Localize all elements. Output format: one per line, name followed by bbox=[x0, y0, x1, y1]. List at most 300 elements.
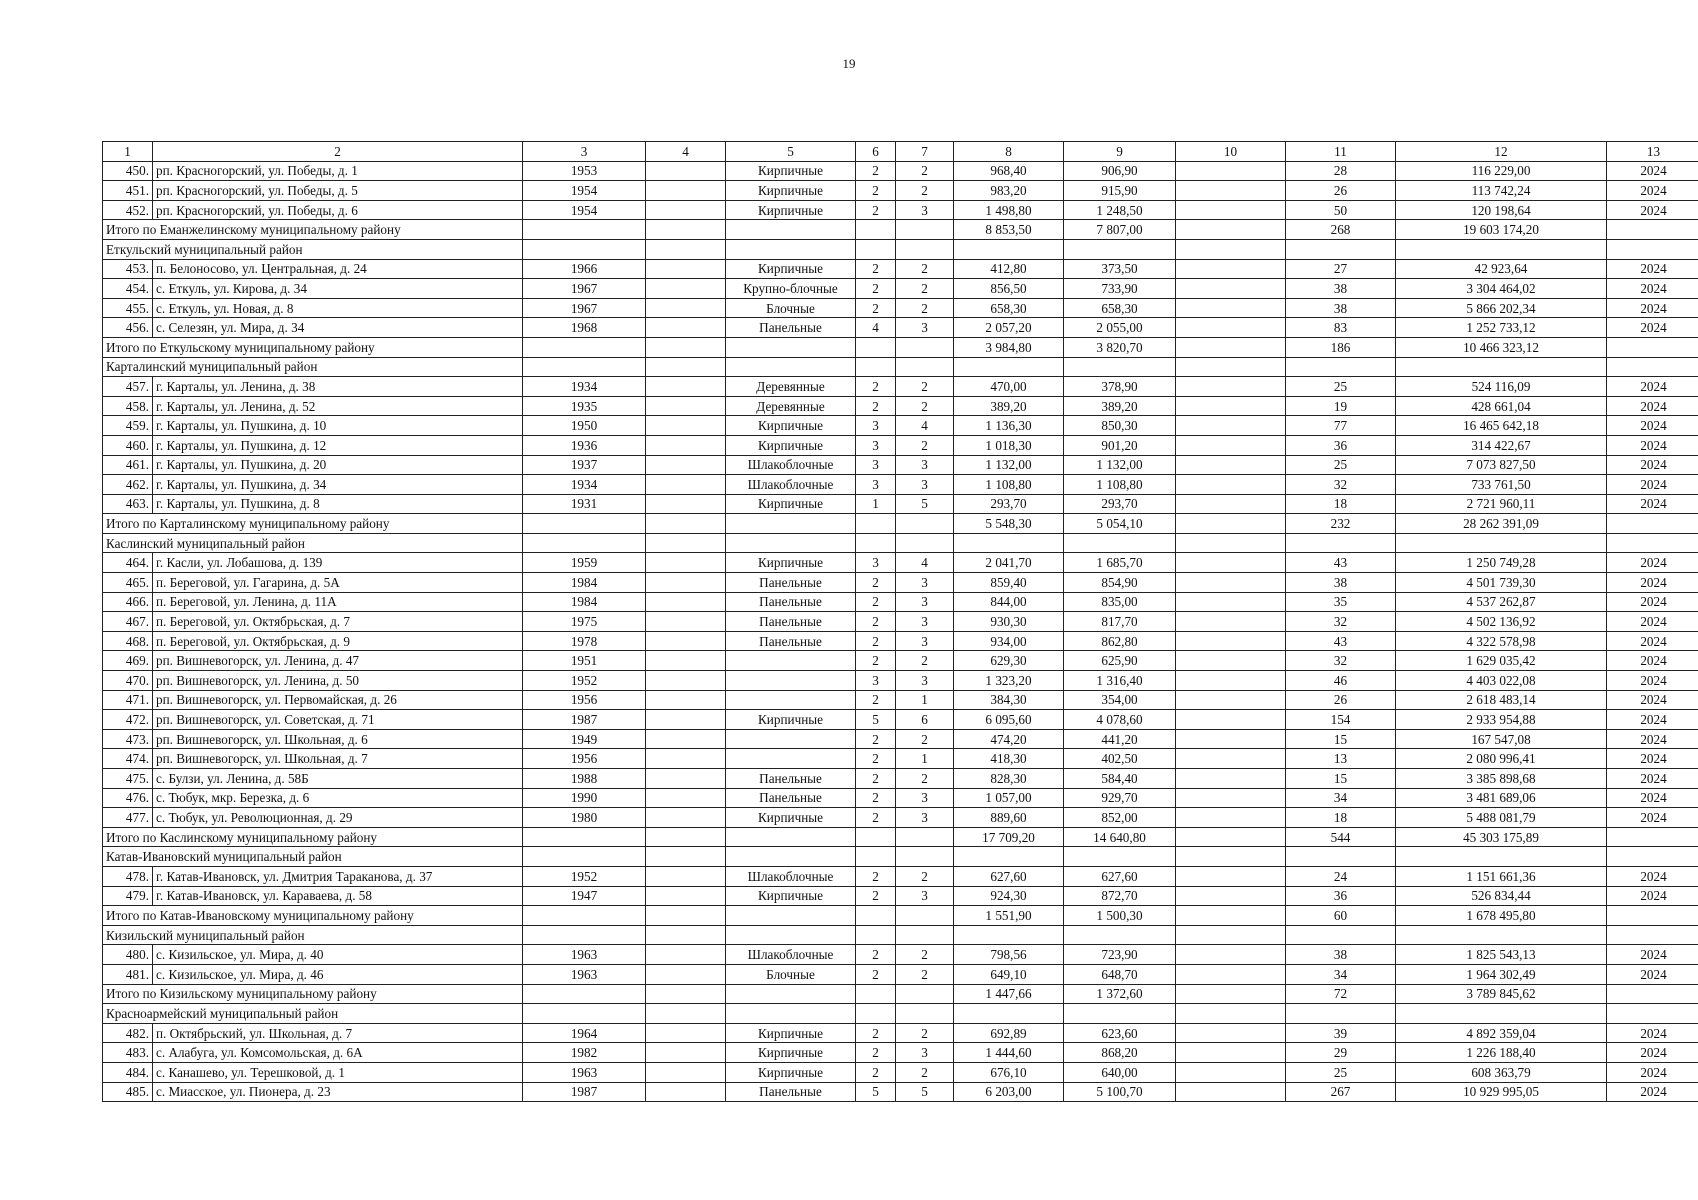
district-name: Катав-Ивановский муниципальный район bbox=[103, 847, 523, 867]
district-total-row bbox=[103, 906, 1698, 926]
column-4-cell bbox=[646, 808, 726, 828]
row-number-cell: 458. bbox=[103, 396, 153, 416]
empty-cell bbox=[726, 514, 856, 534]
table-row bbox=[103, 710, 1698, 730]
wall-material-cell: Панельные bbox=[726, 592, 856, 612]
header-cell: 6 bbox=[856, 142, 896, 162]
planned-year-cell: 2024 bbox=[1607, 886, 1698, 906]
empty-cell bbox=[1176, 533, 1286, 553]
residents-cell: 13 bbox=[1286, 749, 1396, 769]
wall-material-cell: Кирпичные bbox=[726, 1062, 856, 1082]
year-built-cell: 1968 bbox=[523, 318, 646, 338]
wall-material-cell: Кирпичные bbox=[726, 494, 856, 514]
floors-cell: 5 bbox=[856, 1082, 896, 1102]
address-cell: рп. Красногорский, ул. Победы, д. 6 bbox=[153, 200, 523, 220]
cost-cell: 120 198,64 bbox=[1396, 200, 1607, 220]
address-cell: п. Белоносово, ул. Центральная, д. 24 bbox=[153, 259, 523, 279]
living-area-cell: 623,60 bbox=[1064, 1023, 1176, 1043]
residents-cell: 19 bbox=[1286, 396, 1396, 416]
empty-cell bbox=[1176, 514, 1286, 534]
empty-cell bbox=[1286, 533, 1396, 553]
district-total-label: Итого по Карталинскому муниципальному району bbox=[103, 514, 523, 534]
entrances-cell: 4 bbox=[896, 416, 954, 436]
district-total-label: Итого по Каслинскому муниципальному району bbox=[103, 827, 523, 847]
empty-cell bbox=[646, 847, 726, 867]
entrances-cell: 1 bbox=[896, 690, 954, 710]
year-built-cell: 1951 bbox=[523, 651, 646, 671]
table-row bbox=[103, 396, 1698, 416]
table-row bbox=[103, 573, 1698, 593]
address-cell: рп. Вишневогорск, ул. Ленина, д. 50 bbox=[153, 671, 523, 691]
cost-cell: 4 537 262,87 bbox=[1396, 592, 1607, 612]
empty-cell bbox=[1607, 533, 1698, 553]
address-cell: рп. Вишневогорск, ул. Ленина, д. 47 bbox=[153, 651, 523, 671]
row-number-cell: 450. bbox=[103, 161, 153, 181]
empty-cell bbox=[523, 984, 646, 1004]
empty-cell bbox=[856, 220, 896, 240]
total-area-cell: 930,30 bbox=[954, 612, 1064, 632]
wall-material-cell: Кирпичные bbox=[726, 259, 856, 279]
entrances-cell: 3 bbox=[896, 200, 954, 220]
table-row bbox=[103, 964, 1698, 984]
living-area-cell: 835,00 bbox=[1064, 592, 1176, 612]
address-cell: рп. Красногорский, ул. Победы, д. 5 bbox=[153, 181, 523, 201]
column-10-cell bbox=[1176, 181, 1286, 201]
floors-cell: 2 bbox=[856, 396, 896, 416]
column-4-cell bbox=[646, 377, 726, 397]
total-area-cell: 627,60 bbox=[954, 866, 1064, 886]
planned-year-cell: 2024 bbox=[1607, 396, 1698, 416]
year-built-cell: 1956 bbox=[523, 749, 646, 769]
total-area-cell: 384,30 bbox=[954, 690, 1064, 710]
year-built-cell: 1952 bbox=[523, 671, 646, 691]
empty-cell bbox=[896, 827, 954, 847]
planned-year-cell: 2024 bbox=[1607, 592, 1698, 612]
year-built-cell: 1975 bbox=[523, 612, 646, 632]
row-number-cell: 456. bbox=[103, 318, 153, 338]
living-area-cell: 4 078,60 bbox=[1064, 710, 1176, 730]
column-10-cell bbox=[1176, 161, 1286, 181]
cost-cell: 4 502 136,92 bbox=[1396, 612, 1607, 632]
cost-sum-cell: 1 678 495,80 bbox=[1396, 906, 1607, 926]
empty-cell bbox=[856, 925, 896, 945]
residents-sum-cell: 186 bbox=[1286, 337, 1396, 357]
district-total-row bbox=[103, 337, 1698, 357]
wall-material-cell: Кирпичные bbox=[726, 435, 856, 455]
residents-cell: 50 bbox=[1286, 200, 1396, 220]
living-area-cell: 862,80 bbox=[1064, 631, 1176, 651]
cost-sum-cell: 45 303 175,89 bbox=[1396, 827, 1607, 847]
empty-cell bbox=[646, 337, 726, 357]
total-area-cell: 1 057,00 bbox=[954, 788, 1064, 808]
wall-material-cell: Панельные bbox=[726, 573, 856, 593]
row-number-cell: 465. bbox=[103, 573, 153, 593]
floors-cell: 2 bbox=[856, 886, 896, 906]
floors-cell: 3 bbox=[856, 671, 896, 691]
planned-year-cell: 2024 bbox=[1607, 161, 1698, 181]
table-row bbox=[103, 631, 1698, 651]
floors-cell: 3 bbox=[856, 475, 896, 495]
planned-year-cell: 2024 bbox=[1607, 808, 1698, 828]
floors-cell: 3 bbox=[856, 455, 896, 475]
column-10-cell bbox=[1176, 318, 1286, 338]
floors-cell: 2 bbox=[856, 279, 896, 299]
column-4-cell bbox=[646, 455, 726, 475]
address-cell: п. Береговой, ул. Ленина, д. 11А bbox=[153, 592, 523, 612]
floors-cell: 3 bbox=[856, 416, 896, 436]
address-cell: рп. Вишневогорск, ул. Школьная, д. 7 bbox=[153, 749, 523, 769]
column-4-cell bbox=[646, 494, 726, 514]
entrances-cell: 2 bbox=[896, 259, 954, 279]
residents-cell: 25 bbox=[1286, 377, 1396, 397]
living-area-cell: 1 316,40 bbox=[1064, 671, 1176, 691]
wall-material-cell: Блочные bbox=[726, 964, 856, 984]
column-10-cell bbox=[1176, 788, 1286, 808]
district-section-row bbox=[103, 925, 1698, 945]
entrances-cell: 2 bbox=[896, 769, 954, 789]
address-cell: с. Канашево, ул. Терешковой, д. 1 bbox=[153, 1062, 523, 1082]
cost-cell: 42 923,64 bbox=[1396, 259, 1607, 279]
empty-cell bbox=[954, 533, 1064, 553]
empty-cell bbox=[726, 533, 856, 553]
residents-cell: 32 bbox=[1286, 475, 1396, 495]
column-10-cell bbox=[1176, 631, 1286, 651]
empty-cell bbox=[1607, 357, 1698, 377]
column-10-cell bbox=[1176, 1023, 1286, 1043]
floors-cell: 2 bbox=[856, 651, 896, 671]
total-area-cell: 844,00 bbox=[954, 592, 1064, 612]
year-built-cell: 1950 bbox=[523, 416, 646, 436]
row-number-cell: 475. bbox=[103, 769, 153, 789]
address-cell: г. Катав-Ивановск, ул. Караваева, д. 58 bbox=[153, 886, 523, 906]
column-10-cell bbox=[1176, 769, 1286, 789]
table-row bbox=[103, 553, 1698, 573]
entrances-cell: 3 bbox=[896, 788, 954, 808]
entrances-cell: 3 bbox=[896, 1043, 954, 1063]
residents-cell: 36 bbox=[1286, 886, 1396, 906]
year-built-cell: 1954 bbox=[523, 200, 646, 220]
column-10-cell bbox=[1176, 808, 1286, 828]
empty-cell bbox=[1176, 906, 1286, 926]
residents-cell: 38 bbox=[1286, 945, 1396, 965]
year-built-cell: 1964 bbox=[523, 1023, 646, 1043]
empty-cell bbox=[523, 925, 646, 945]
column-4-cell bbox=[646, 749, 726, 769]
cost-cell: 1 964 302,49 bbox=[1396, 964, 1607, 984]
address-cell: п. Береговой, ул. Гагарина, д. 5А bbox=[153, 573, 523, 593]
living-area-sum-cell: 1 372,60 bbox=[1064, 984, 1176, 1004]
district-name: Еткульский муниципальный район bbox=[103, 239, 523, 259]
empty-cell bbox=[1607, 906, 1698, 926]
planned-year-cell: 2024 bbox=[1607, 377, 1698, 397]
empty-cell bbox=[954, 925, 1064, 945]
column-10-cell bbox=[1176, 1082, 1286, 1102]
table-row bbox=[103, 1062, 1698, 1082]
column-4-cell bbox=[646, 1023, 726, 1043]
table-row bbox=[103, 945, 1698, 965]
header-cell: 8 bbox=[954, 142, 1064, 162]
wall-material-cell: Кирпичные bbox=[726, 1043, 856, 1063]
living-area-cell: 293,70 bbox=[1064, 494, 1176, 514]
header-cell: 10 bbox=[1176, 142, 1286, 162]
total-area-cell: 1 018,30 bbox=[954, 435, 1064, 455]
wall-material-cell: Блочные bbox=[726, 298, 856, 318]
empty-cell bbox=[1176, 984, 1286, 1004]
address-cell: п. Береговой, ул. Октябрьская, д. 7 bbox=[153, 612, 523, 632]
empty-cell bbox=[1176, 239, 1286, 259]
cost-cell: 4 892 359,04 bbox=[1396, 1023, 1607, 1043]
wall-material-cell: Кирпичные bbox=[726, 200, 856, 220]
empty-cell bbox=[1064, 1004, 1176, 1024]
empty-cell bbox=[523, 514, 646, 534]
year-built-cell: 1984 bbox=[523, 592, 646, 612]
column-4-cell bbox=[646, 553, 726, 573]
total-area-cell: 1 444,60 bbox=[954, 1043, 1064, 1063]
table-row bbox=[103, 671, 1698, 691]
address-cell: г. Касли, ул. Лобашова, д. 139 bbox=[153, 553, 523, 573]
empty-cell bbox=[1176, 847, 1286, 867]
cost-cell: 2 080 996,41 bbox=[1396, 749, 1607, 769]
planned-year-cell: 2024 bbox=[1607, 455, 1698, 475]
empty-cell bbox=[1607, 925, 1698, 945]
column-10-cell bbox=[1176, 945, 1286, 965]
total-area-cell: 470,00 bbox=[954, 377, 1064, 397]
total-area-sum-cell: 1 447,66 bbox=[954, 984, 1064, 1004]
living-area-cell: 389,20 bbox=[1064, 396, 1176, 416]
empty-cell bbox=[1607, 847, 1698, 867]
entrances-cell: 2 bbox=[896, 161, 954, 181]
residents-cell: 32 bbox=[1286, 651, 1396, 671]
address-cell: г. Карталы, ул. Пушкина, д. 12 bbox=[153, 435, 523, 455]
column-4-cell bbox=[646, 416, 726, 436]
floors-cell: 2 bbox=[856, 573, 896, 593]
district-total-label: Итого по Еткульскому муниципальному району bbox=[103, 337, 523, 357]
living-area-cell: 2 055,00 bbox=[1064, 318, 1176, 338]
planned-year-cell: 2024 bbox=[1607, 612, 1698, 632]
entrances-cell: 2 bbox=[896, 279, 954, 299]
living-area-cell: 901,20 bbox=[1064, 435, 1176, 455]
empty-cell bbox=[1607, 220, 1698, 240]
entrances-cell: 4 bbox=[896, 553, 954, 573]
planned-year-cell: 2024 bbox=[1607, 435, 1698, 455]
floors-cell: 2 bbox=[856, 808, 896, 828]
row-number-cell: 463. bbox=[103, 494, 153, 514]
wall-material-cell: Панельные bbox=[726, 631, 856, 651]
column-4-cell bbox=[646, 788, 726, 808]
table-row bbox=[103, 494, 1698, 514]
year-built-cell: 1931 bbox=[523, 494, 646, 514]
total-area-cell: 418,30 bbox=[954, 749, 1064, 769]
entrances-cell: 3 bbox=[896, 475, 954, 495]
row-number-cell: 483. bbox=[103, 1043, 153, 1063]
planned-year-cell: 2024 bbox=[1607, 1043, 1698, 1063]
column-4-cell bbox=[646, 729, 726, 749]
total-area-cell: 474,20 bbox=[954, 729, 1064, 749]
total-area-cell: 924,30 bbox=[954, 886, 1064, 906]
address-cell: г. Карталы, ул. Ленина, д. 52 bbox=[153, 396, 523, 416]
cost-cell: 4 322 578,98 bbox=[1396, 631, 1607, 651]
year-built-cell: 1987 bbox=[523, 1082, 646, 1102]
living-area-cell: 373,50 bbox=[1064, 259, 1176, 279]
total-area-cell: 934,00 bbox=[954, 631, 1064, 651]
floors-cell: 5 bbox=[856, 710, 896, 730]
living-area-cell: 1 108,80 bbox=[1064, 475, 1176, 495]
district-section-row bbox=[103, 357, 1698, 377]
total-area-cell: 1 108,80 bbox=[954, 475, 1064, 495]
wall-material-cell: Кирпичные bbox=[726, 181, 856, 201]
district-name: Карталинский муниципальный район bbox=[103, 357, 523, 377]
living-area-cell: 854,90 bbox=[1064, 573, 1176, 593]
floors-cell: 2 bbox=[856, 729, 896, 749]
table-row bbox=[103, 416, 1698, 436]
empty-cell bbox=[1607, 239, 1698, 259]
floors-cell: 2 bbox=[856, 631, 896, 651]
empty-cell bbox=[896, 514, 954, 534]
cost-cell: 113 742,24 bbox=[1396, 181, 1607, 201]
empty-cell bbox=[646, 984, 726, 1004]
table-row bbox=[103, 435, 1698, 455]
residents-sum-cell: 232 bbox=[1286, 514, 1396, 534]
empty-cell bbox=[726, 827, 856, 847]
empty-cell bbox=[726, 337, 856, 357]
address-cell: г. Карталы, ул. Пушкина, д. 34 bbox=[153, 475, 523, 495]
residents-cell: 38 bbox=[1286, 573, 1396, 593]
district-section-row bbox=[103, 533, 1698, 553]
column-10-cell bbox=[1176, 690, 1286, 710]
residents-sum-cell: 544 bbox=[1286, 827, 1396, 847]
living-area-sum-cell: 1 500,30 bbox=[1064, 906, 1176, 926]
district-total-label: Итого по Катав-Ивановскому муниципальному району bbox=[103, 906, 523, 926]
planned-year-cell: 2024 bbox=[1607, 553, 1698, 573]
total-area-cell: 1 498,80 bbox=[954, 200, 1064, 220]
cost-cell: 524 116,09 bbox=[1396, 377, 1607, 397]
wall-material-cell: Кирпичные bbox=[726, 886, 856, 906]
column-4-cell bbox=[646, 396, 726, 416]
entrances-cell: 2 bbox=[896, 866, 954, 886]
column-4-cell bbox=[646, 181, 726, 201]
year-built-cell: 1963 bbox=[523, 945, 646, 965]
planned-year-cell: 2024 bbox=[1607, 573, 1698, 593]
residents-cell: 267 bbox=[1286, 1082, 1396, 1102]
column-10-cell bbox=[1176, 298, 1286, 318]
header-cell: 7 bbox=[896, 142, 954, 162]
empty-cell bbox=[1396, 239, 1607, 259]
living-area-cell: 723,90 bbox=[1064, 945, 1176, 965]
year-built-cell: 1978 bbox=[523, 631, 646, 651]
planned-year-cell: 2024 bbox=[1607, 729, 1698, 749]
empty-cell bbox=[1176, 337, 1286, 357]
empty-cell bbox=[856, 514, 896, 534]
empty-cell bbox=[1064, 357, 1176, 377]
living-area-cell: 640,00 bbox=[1064, 1062, 1176, 1082]
empty-cell bbox=[523, 847, 646, 867]
residents-cell: 25 bbox=[1286, 455, 1396, 475]
total-area-sum-cell: 5 548,30 bbox=[954, 514, 1064, 534]
row-number-cell: 471. bbox=[103, 690, 153, 710]
address-cell: п. Октябрьский, ул. Школьная, д. 7 bbox=[153, 1023, 523, 1043]
empty-cell bbox=[646, 1004, 726, 1024]
column-10-cell bbox=[1176, 553, 1286, 573]
row-number-cell: 461. bbox=[103, 455, 153, 475]
empty-cell bbox=[856, 984, 896, 1004]
empty-cell bbox=[726, 1004, 856, 1024]
entrances-cell: 1 bbox=[896, 749, 954, 769]
residents-cell: 43 bbox=[1286, 553, 1396, 573]
table-row bbox=[103, 651, 1698, 671]
planned-year-cell: 2024 bbox=[1607, 651, 1698, 671]
empty-cell bbox=[856, 337, 896, 357]
district-section-row bbox=[103, 847, 1698, 867]
empty-cell bbox=[896, 357, 954, 377]
residents-cell: 34 bbox=[1286, 964, 1396, 984]
district-total-row bbox=[103, 514, 1698, 534]
address-cell: г. Карталы, ул. Пушкина, д. 10 bbox=[153, 416, 523, 436]
cost-sum-cell: 10 466 323,12 bbox=[1396, 337, 1607, 357]
empty-cell bbox=[1286, 847, 1396, 867]
total-area-cell: 649,10 bbox=[954, 964, 1064, 984]
empty-cell bbox=[1396, 1004, 1607, 1024]
header-cell: 12 bbox=[1396, 142, 1607, 162]
wall-material-cell: Панельные bbox=[726, 318, 856, 338]
empty-cell bbox=[1064, 847, 1176, 867]
entrances-cell: 3 bbox=[896, 808, 954, 828]
empty-cell bbox=[1286, 239, 1396, 259]
residents-cell: 83 bbox=[1286, 318, 1396, 338]
total-area-cell: 889,60 bbox=[954, 808, 1064, 828]
floors-cell: 3 bbox=[856, 553, 896, 573]
row-number-cell: 477. bbox=[103, 808, 153, 828]
column-4-cell bbox=[646, 769, 726, 789]
page-number: 19 bbox=[842, 56, 856, 71]
table-row bbox=[103, 749, 1698, 769]
column-10-cell bbox=[1176, 1062, 1286, 1082]
table-row bbox=[103, 866, 1698, 886]
row-number-cell: 462. bbox=[103, 475, 153, 495]
planned-year-cell: 2024 bbox=[1607, 749, 1698, 769]
floors-cell: 3 bbox=[856, 435, 896, 455]
cost-cell: 1 825 543,13 bbox=[1396, 945, 1607, 965]
empty-cell bbox=[856, 357, 896, 377]
year-built-cell: 1963 bbox=[523, 1062, 646, 1082]
living-area-cell: 817,70 bbox=[1064, 612, 1176, 632]
wall-material-cell bbox=[726, 671, 856, 691]
column-10-cell bbox=[1176, 279, 1286, 299]
planned-year-cell: 2024 bbox=[1607, 690, 1698, 710]
cost-cell: 1 629 035,42 bbox=[1396, 651, 1607, 671]
living-area-cell: 378,90 bbox=[1064, 377, 1176, 397]
table-row bbox=[103, 475, 1698, 495]
living-area-cell: 627,60 bbox=[1064, 866, 1176, 886]
total-area-cell: 676,10 bbox=[954, 1062, 1064, 1082]
row-number-cell: 460. bbox=[103, 435, 153, 455]
residents-cell: 28 bbox=[1286, 161, 1396, 181]
address-cell: г. Карталы, ул. Пушкина, д. 8 bbox=[153, 494, 523, 514]
residents-cell: 26 bbox=[1286, 690, 1396, 710]
year-built-cell: 1966 bbox=[523, 259, 646, 279]
row-number-cell: 452. bbox=[103, 200, 153, 220]
living-area-sum-cell: 5 054,10 bbox=[1064, 514, 1176, 534]
total-area-sum-cell: 17 709,20 bbox=[954, 827, 1064, 847]
residents-cell: 34 bbox=[1286, 788, 1396, 808]
entrances-cell: 3 bbox=[896, 455, 954, 475]
empty-cell bbox=[896, 847, 954, 867]
entrances-cell: 5 bbox=[896, 494, 954, 514]
cost-cell: 2 618 483,14 bbox=[1396, 690, 1607, 710]
table-row bbox=[103, 1082, 1698, 1102]
empty-cell bbox=[1607, 1004, 1698, 1024]
planned-year-cell: 2024 bbox=[1607, 279, 1698, 299]
floors-cell: 2 bbox=[856, 769, 896, 789]
